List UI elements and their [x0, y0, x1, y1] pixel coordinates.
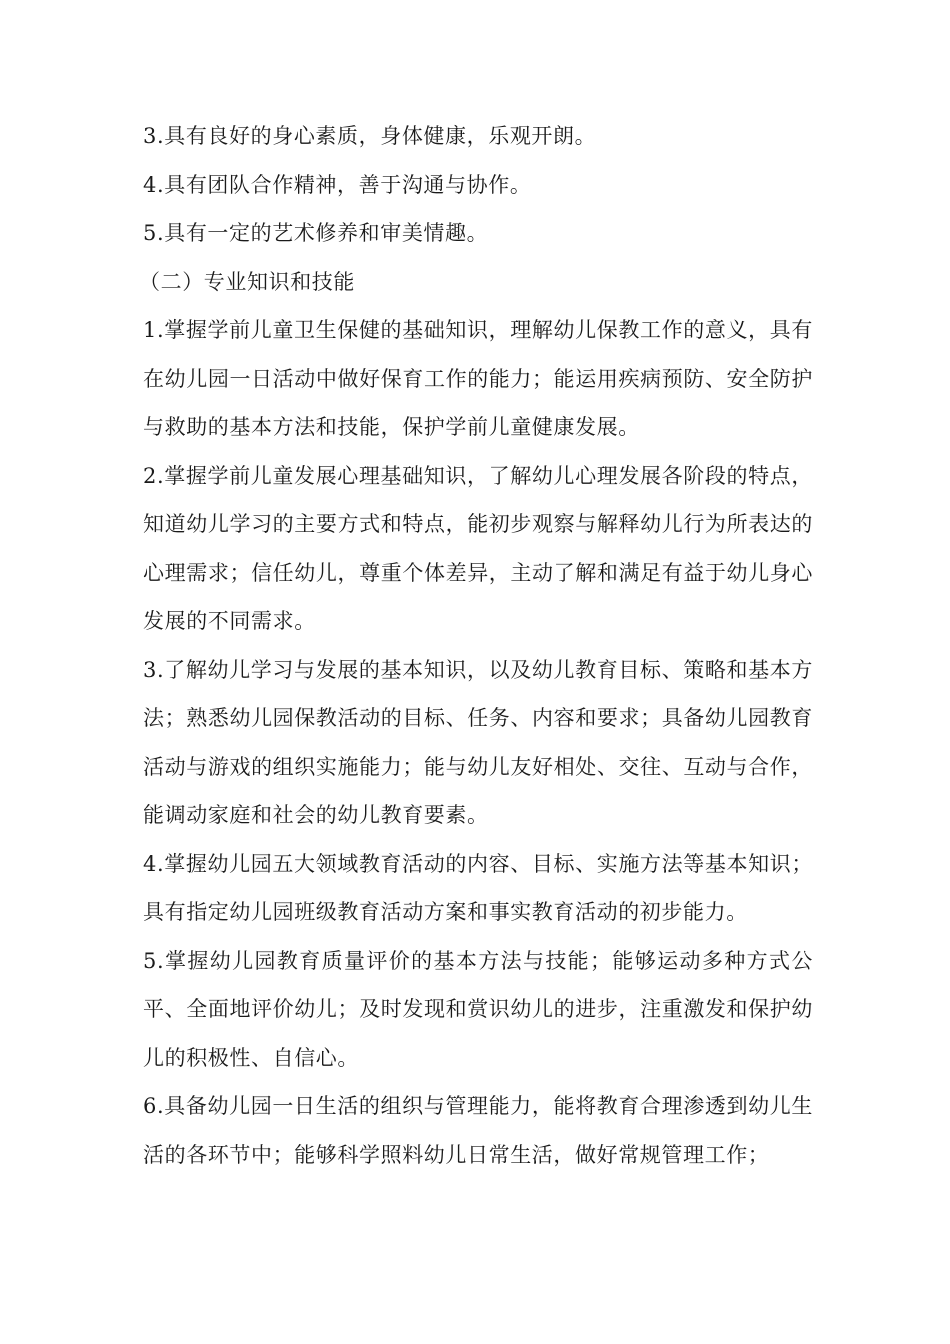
list-item-skill-3: 3.了解幼儿学习与发展的基本知识，以及幼儿教育目标、策略和基本方法；熟悉幼儿园保教活动的目标、任务、内容和要求；具备幼儿园教育活动与游戏的组织实施能力；能与幼儿友好相处、交往、互动与合作，能调动家庭和社会的幼儿教育要素。: [143, 657, 813, 827]
list-item-quality-4: 4.具有团队合作精神，善于沟通与协作。: [143, 172, 532, 197]
list-item-skill-2: 2.掌握学前儿童发展心理基础知识，了解幼儿心理发展各阶段的特点，知道幼儿学习的主要方式和特点，能初步观察与解释幼儿行为所表达的心理需求；信任幼儿，尊重个体差异，主动了解和满足有益于幼儿身心发展的不同需求。: [143, 463, 813, 633]
list-item-quality-3: 3.具有良好的身心素质，身体健康，乐观开朗。: [143, 124, 597, 148]
list-item-quality-5: 5.具有一定的艺术修养和审美情趣。: [143, 221, 489, 245]
list-item-skill-6: 6.具备幼儿园一日生活的组织与管理能力，能将教育合理渗透到幼儿生活的各环节中；能够科学照料幼儿日常生活，做好常规管理工作；: [143, 1094, 813, 1167]
section-heading: （二）专业知识和技能: [139, 269, 355, 294]
list-item-skill-5: 5.掌握幼儿园教育质量评价的基本方法与技能；能够运动多种方式公平、全面地评价幼儿；及时发现和赏识幼儿的进步，注重激发和保护幼儿的积极性、自信心。: [143, 948, 813, 1070]
list-item-skill-4: 4.掌握幼儿园五大领域教育活动的内容、目标、实施方法等基本知识；具有指定幼儿园班级教育活动方案和事实教育活动的初步能力。: [143, 851, 813, 924]
list-item-skill-1: 1.掌握学前儿童卫生保健的基础知识，理解幼儿保教工作的意义，具有在幼儿园一日活动中做好保育工作的能力；能运用疾病预防、安全防护与救助的基本方法和技能，保护学前儿童健康发展。: [143, 318, 813, 439]
document-body: [139, 112, 813, 1179]
